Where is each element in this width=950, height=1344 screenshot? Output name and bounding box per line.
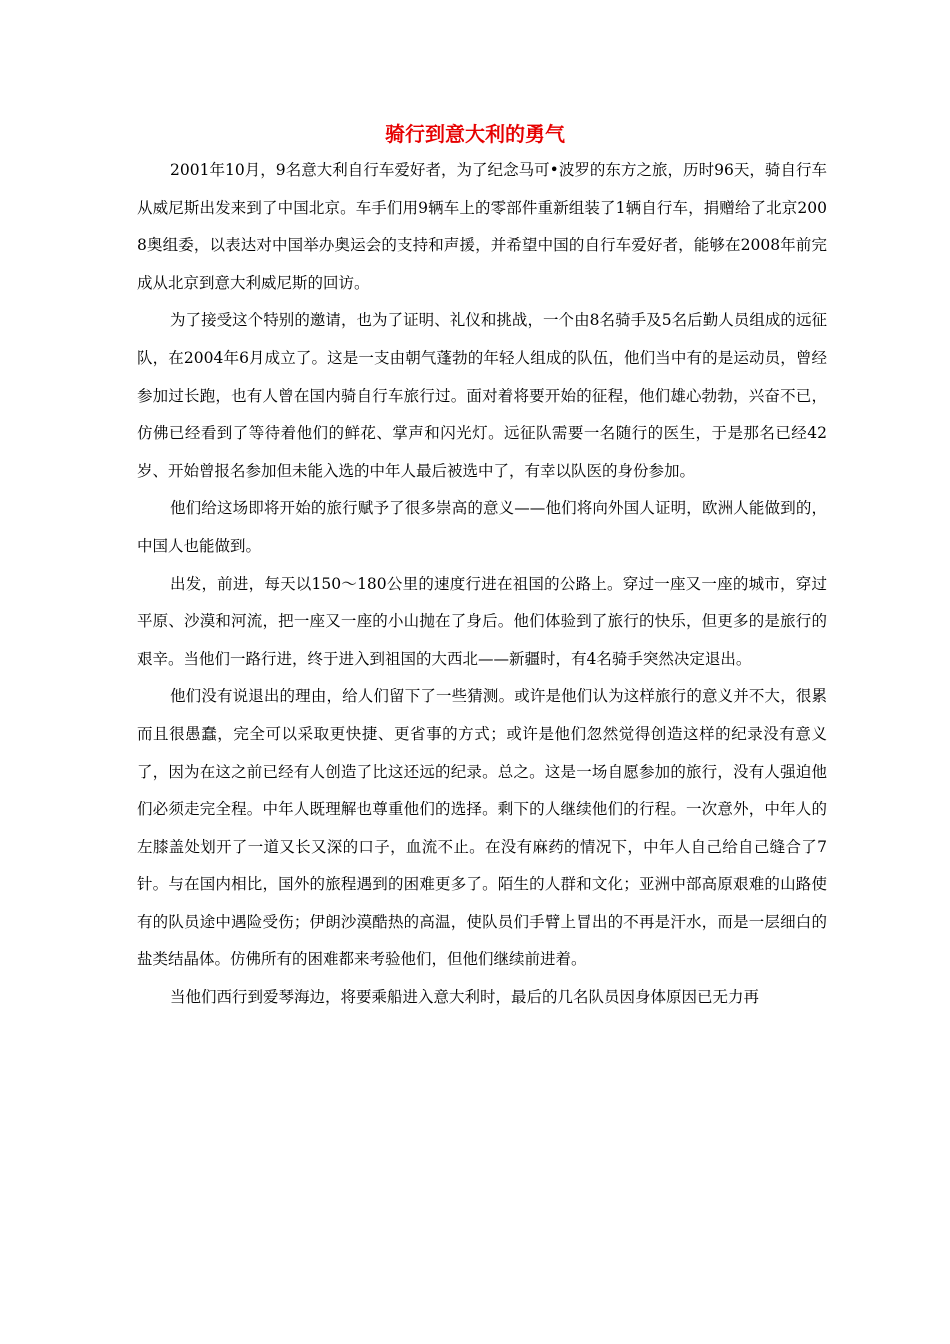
paragraph-1: 2001年10月，9名意大利自行车爱好者，为了纪念马可•波罗的东方之旅，历时96天，骑自行车从威尼斯出发来到了中国北京。车手们用9辆车上的零部件重新组装了1辆自行车，捐赠给了北京2008奥组委，以表达对中国举办奥运会的支持和声援，并希望中国的自行车爱好者，能够在2008年前完成从北京到意大利威尼斯的回访。 [137,161,827,292]
paragraph-6: 当他们西行到爱琴海边，将要乘船进入意大利时，最后的几名队员因身体原因已无力再 [170,988,760,1007]
paragraph-5: 他们没有说退出的理由，给人们留下了一些猜测。或许是他们认为这样旅行的意义并不大，很累而且很愚蠢，完全可以采取更快捷、更省事的方式；或许是他们忽然觉得创造这样的纪录没有意义了，因为在这之前已经有人创造了比这还远的纪录。总之。这是一场自愿参加的旅行，没有人强迫他们必须走完全程。中年人既理解也尊重他们的选择。剩下的人继续他们的行程。一次意外，中年人的左膝盖处划开了一道又长又深的口子，血流不止。在没有麻药的情况下，中年人自己给自己缝合了7针。与在国内相比，国外的旅程遇到的困难更多了。陌生的人群和文化；亚洲中部高原艰难的山路使有的队员途中遇险受伤；伊朗沙漠酷热的高温，使队员们手臂上冒出的不再是汗水，而是一层细白的盐类结晶体。仿佛所有的困难都来考验他们，但他们继续前进着。 [137,687,827,969]
paragraph-4: 出发，前进，每天以150～180公里的速度行进在祖国的公路上。穿过一座又一座的城市，穿过平原、沙漠和河流，把一座又一座的小山抛在了身后。他们体验到了旅行的快乐，但更多的是旅行的艰辛。当他们一路行进，终于进入到祖国的大西北——新疆时，有4名骑手突然决定退出。 [137,574,827,668]
article-body [137,152,827,1017]
paragraph-3: 他们给这场即将开始的旅行赋予了很多崇高的意义——他们将向外国人证明，欧洲人能做到的，中国人也能做到。 [137,499,827,555]
article-title: 骑行到意大利的勇气 [385,122,565,146]
paragraph-2: 为了接受这个特别的邀请，也为了证明、礼仪和挑战，一个由8名骑手及5名后勤人员组成的远征队，在2004年6月成立了。这是一支由朝气蓬勃的年轻人组成的队伍，他们当中有的是运动员，曾经参加过长跑，也有人曾在国内骑自行车旅行过。面对着将要开始的征程，他们雄心勃勃，兴奋不已，仿佛已经看到了等待着他们的鲜花、掌声和闪光灯。远征队需要一名随行的医生，于是那名已经42岁、开始曾报名参加但未能入选的中年人最后被选中了，有幸以队医的身份参加。 [137,311,827,480]
